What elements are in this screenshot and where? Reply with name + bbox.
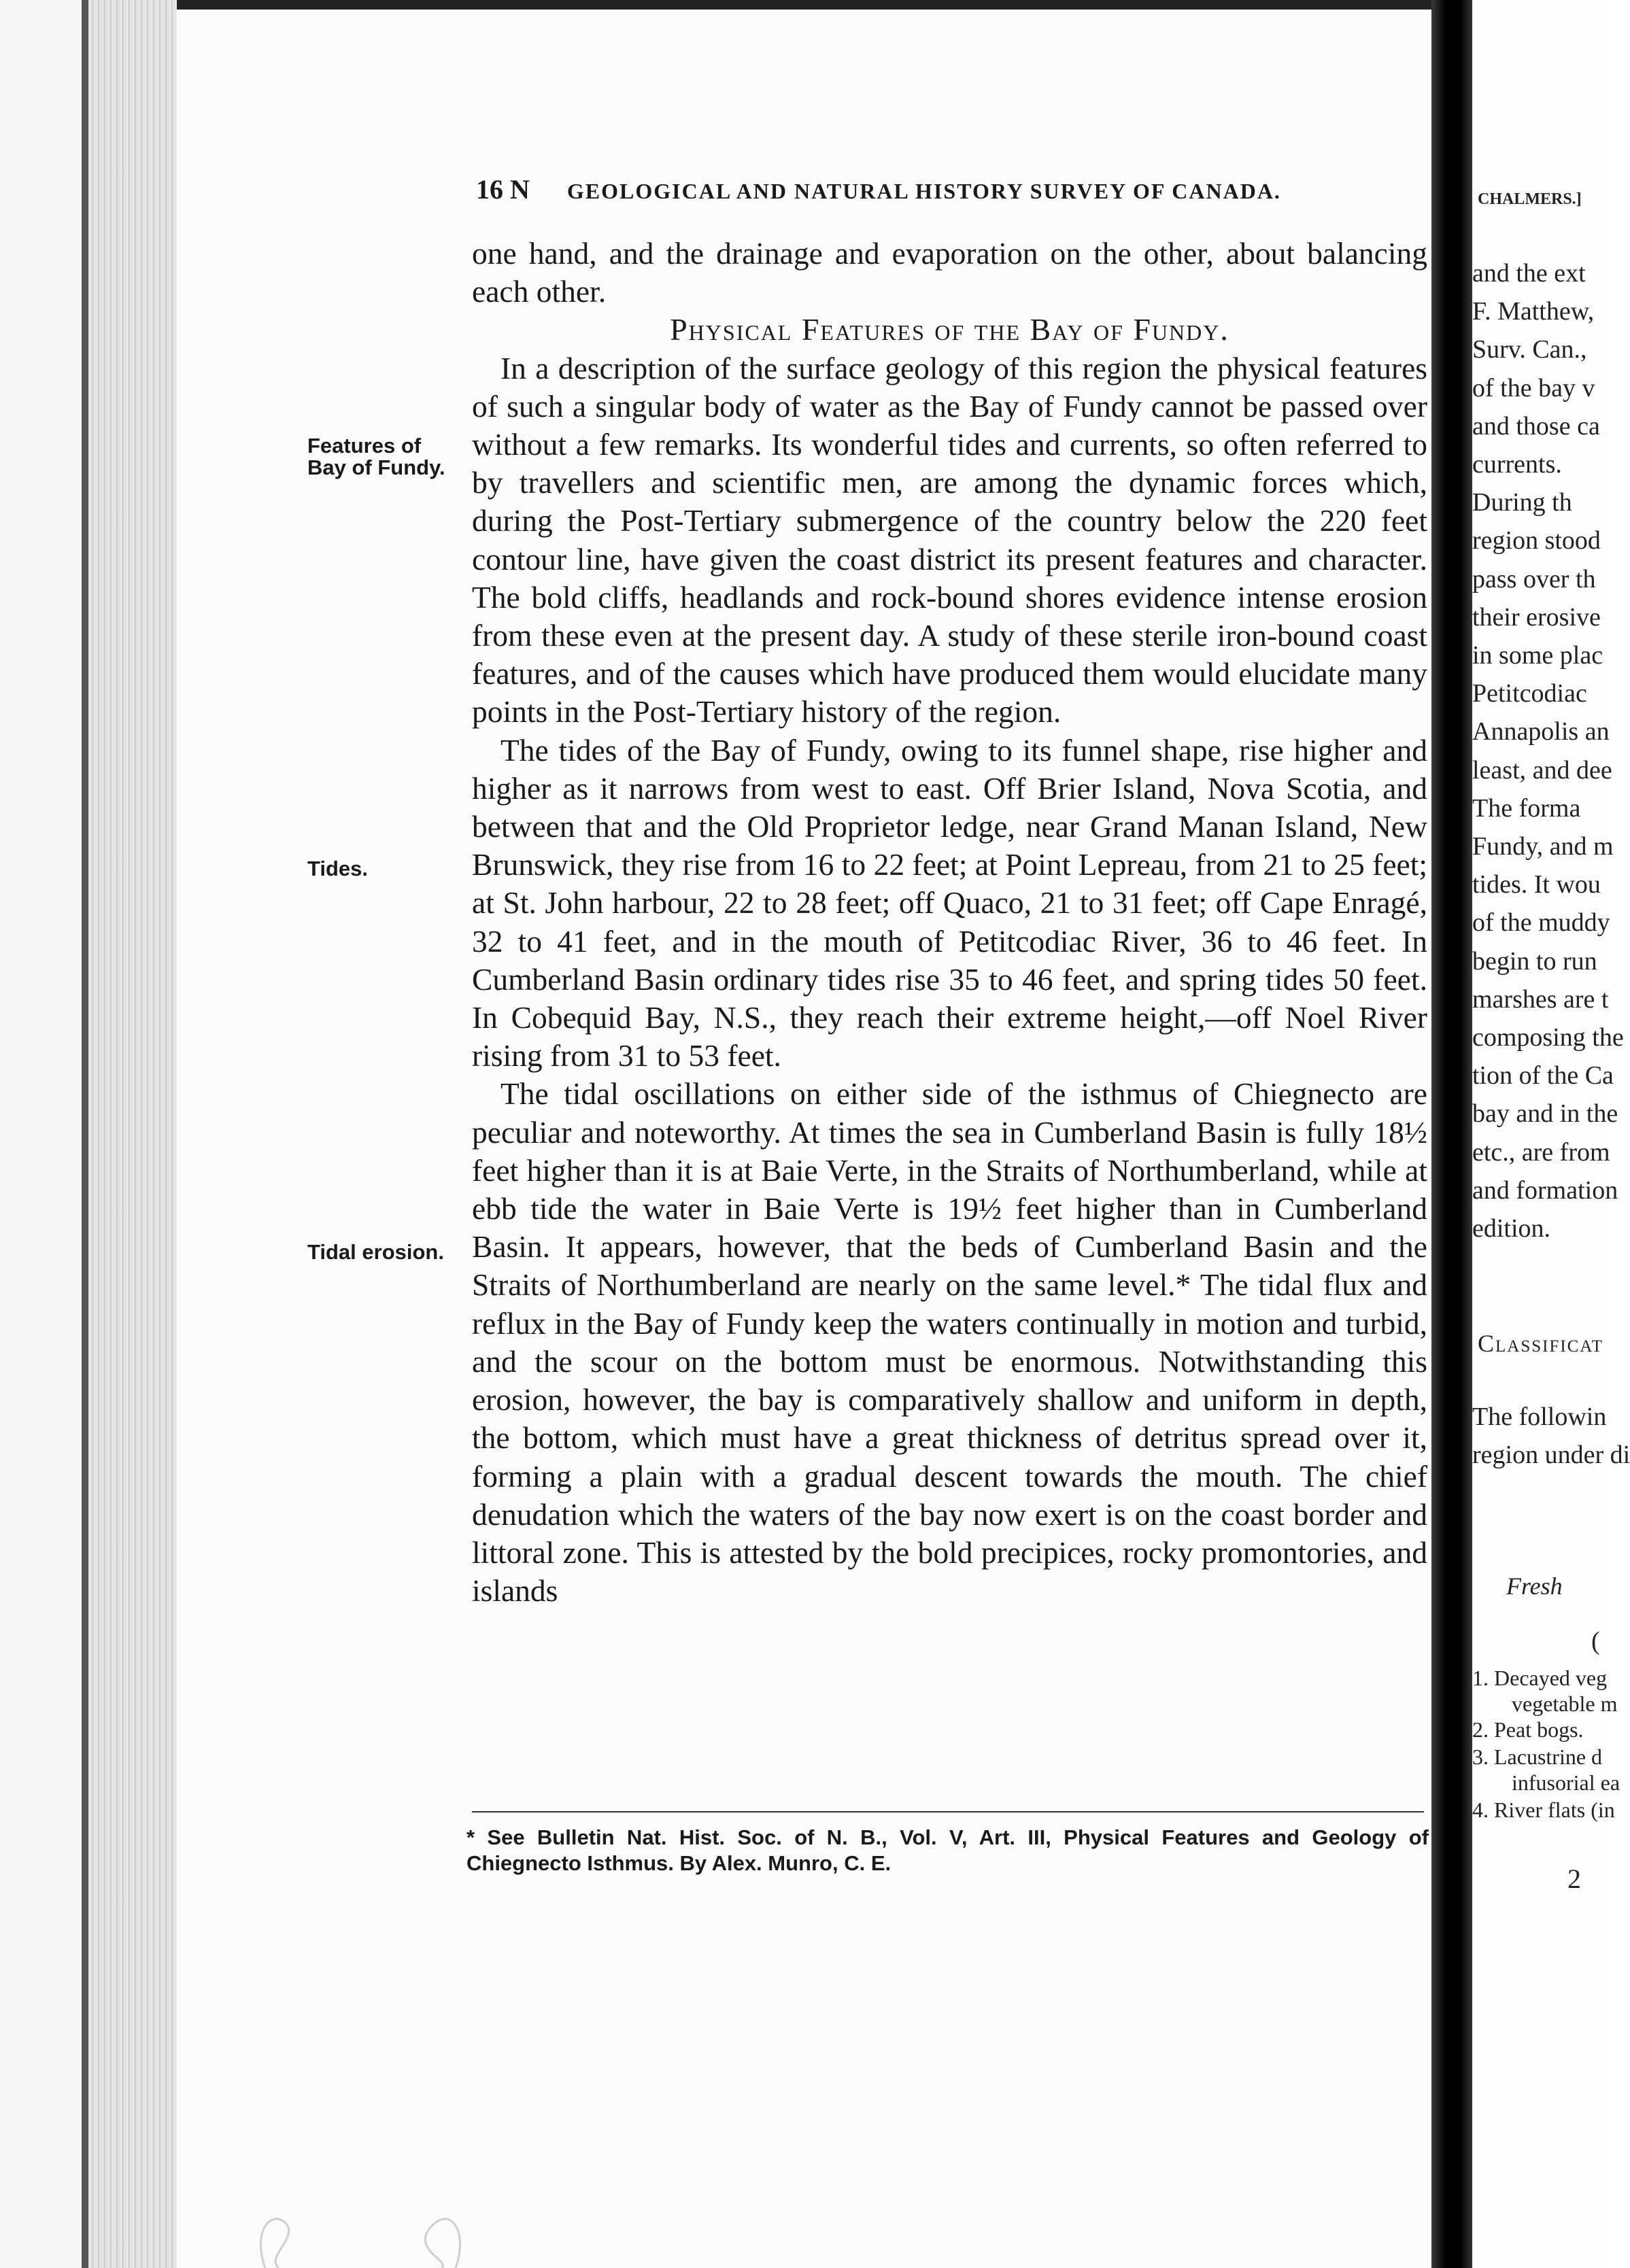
right-page-line: and formation: [1472, 1175, 1618, 1205]
paragraph-tidal-erosion: The tidal oscillations on either side of the isthmus of Chiegnecto are peculiar and noteworthy. At times the sea in Cumberland Basin is fully 18½ feet higher than it is at Baie Verte, in the Straits of Northumberland, while at ebb tide the water in Baie Verte is 19½ feet higher than in Cumberland Basin. It appears, however, that the beds of Cumberland Basin and the Straits of Northumberland are nearly on the same level.* The tidal flux and reflux in the Bay of Fundy keep the waters continually in motion and turbid, and the scour on the bottom must be enormous. Notwithstanding this erosion, however, the bay is comparatively shallow and uniform in depth, the bottom, which must have a great thickness of detritus spread over it, forming a plain with a gradual descent towards the mouth. The chief denudation which the waters of the bay now exert is on the coast border and littoral zone. This is attested by the bold precipices, rocky promontories, and islands: [472, 1076, 1427, 1609]
footnote-rule: [472, 1811, 1424, 1812]
right-page-line: The forma: [1472, 793, 1581, 823]
right-page-line: During th: [1472, 488, 1572, 517]
right-page-list-item: infusorial ea: [1512, 1770, 1620, 1795]
right-page-line: bay and in the: [1472, 1099, 1618, 1129]
right-page-list-item: 2. Peat bogs.: [1472, 1717, 1584, 1742]
page-body: [472, 235, 1427, 1610]
right-page-line: and those ca: [1472, 411, 1600, 441]
right-page-line: least, and dee: [1472, 755, 1612, 785]
right-page-folio: 2: [1567, 1863, 1581, 1894]
right-page-line: Fundy, and m: [1472, 832, 1614, 861]
book-page-edges: [88, 0, 177, 2268]
right-page-line: in some plac: [1472, 641, 1603, 670]
right-page-line: region stood: [1472, 526, 1601, 555]
section-title: Physical Features of the Bay of Fundy.: [670, 312, 1229, 347]
right-page-italic-heading: Fresh: [1506, 1573, 1563, 1600]
right-page-line: and the ext: [1472, 259, 1586, 288]
right-page-line: etc., are from: [1472, 1137, 1610, 1167]
right-page-line: Surv. Can.,: [1472, 335, 1587, 364]
right-page-line: currents.: [1472, 450, 1562, 479]
paragraph-tides: The tides of the Bay of Fundy, owing to its funnel shape, rise higher and higher as it narrows from west to east. Off Brier Island, Nova Scotia, and between that and the Old Proprietor ledge, near Grand Manan Island, New Brunswick, they rise from 16 to 22 feet; at Point Lepreau, from 21 to 25 feet; at St. John harbour, 22 to 28 feet; off Quaco, 21 to 31 feet; off Cape Enragé, 32 to 41 feet, and in the mouth of Petitcodiac River, 36 to 46 feet. In Cumberland Basin ordinary tides rise 35 to 46 feet, and spring tides 50 feet. In Cobequid Bay, N.S., they reach their extreme height,—off Noel River rising from 31 to 53 feet.: [472, 732, 1427, 1073]
paragraph-physical-features: In a description of the surface geology of this region the physical features of such a singular body of water as the Bay of Fundy cannot be passed over without a few remarks. Its wonderful tides and currents, so often referred to by travellers and scientific men, are among the dynamic forces which, during the Post-Tertiary submergence of the country below the 220 feet contour line, have given the coast district its present features and character. The bold cliffs, headlands and rock-bound shores evidence intense erosion from these even at the present day. A study of these sterile iron-bound coast features, and of the causes which have produced them would elucidate many points in the Post-Tertiary history of the region.: [472, 350, 1427, 729]
right-page-line: of the muddy: [1472, 908, 1610, 938]
continuation-paragraph: one hand, and the drainage and evaporation on the other, about balancing each other.: [472, 236, 1427, 309]
right-page-para-line: region under di: [1472, 1441, 1630, 1469]
sidenote-tidal-erosion: Tidal erosion.: [307, 1240, 444, 1264]
footnote: * See Bulletin Nat. Hist. Soc. of N. B., Vol. V, Art. III, Physical Features and Geology of Chiegnecto Isthmus. By Alex. Munro, C. E.: [466, 1825, 1429, 1875]
right-page-line: edition.: [1472, 1214, 1551, 1243]
running-head: [476, 173, 1281, 205]
right-page-paren: (: [1591, 1627, 1600, 1655]
right-page-list-item: 1. Decayed veg: [1472, 1666, 1608, 1690]
right-page-line: composing the: [1472, 1023, 1624, 1052]
running-title: GEOLOGICAL AND NATURAL HISTORY SURVEY OF CANADA.: [566, 179, 1281, 203]
right-page-line: Petitcodiac: [1472, 679, 1587, 708]
right-page-line: F. Matthew,: [1472, 297, 1595, 326]
right-page-list-item: 3. Lacustrine d: [1472, 1745, 1603, 1769]
right-page-line: Annapolis an: [1472, 717, 1610, 746]
right-page-line: tion of the Ca: [1472, 1061, 1614, 1090]
right-page-para-line: The followin: [1472, 1403, 1607, 1431]
scan-artifact-scribble: [224, 2128, 510, 2268]
right-page-line: marshes are t: [1472, 984, 1609, 1014]
right-page-line: pass over th: [1472, 564, 1596, 594]
right-page-line: their erosive: [1472, 602, 1601, 632]
right-page-section-title: Classificat: [1478, 1330, 1603, 1357]
sidenote-tides: Tides.: [307, 857, 369, 880]
scan-top-border: [0, 0, 1608, 10]
page-folio: 16 N: [476, 174, 530, 205]
right-page-list-item: vegetable m: [1512, 1691, 1618, 1716]
scan-left-margin: [0, 0, 82, 2268]
book-gutter: [1431, 0, 1472, 2268]
right-page-line: of the bay v: [1472, 373, 1595, 402]
right-page-line: tides. It wou: [1472, 870, 1601, 899]
right-page-head: CHALMERS.]: [1478, 190, 1582, 208]
right-page-list-item: 4. River flats (in: [1472, 1798, 1615, 1822]
right-page: [1472, 0, 1630, 2268]
sidenote-features: Features of Bay of Fundy.: [307, 434, 445, 479]
right-page-line: begin to run: [1472, 946, 1597, 976]
